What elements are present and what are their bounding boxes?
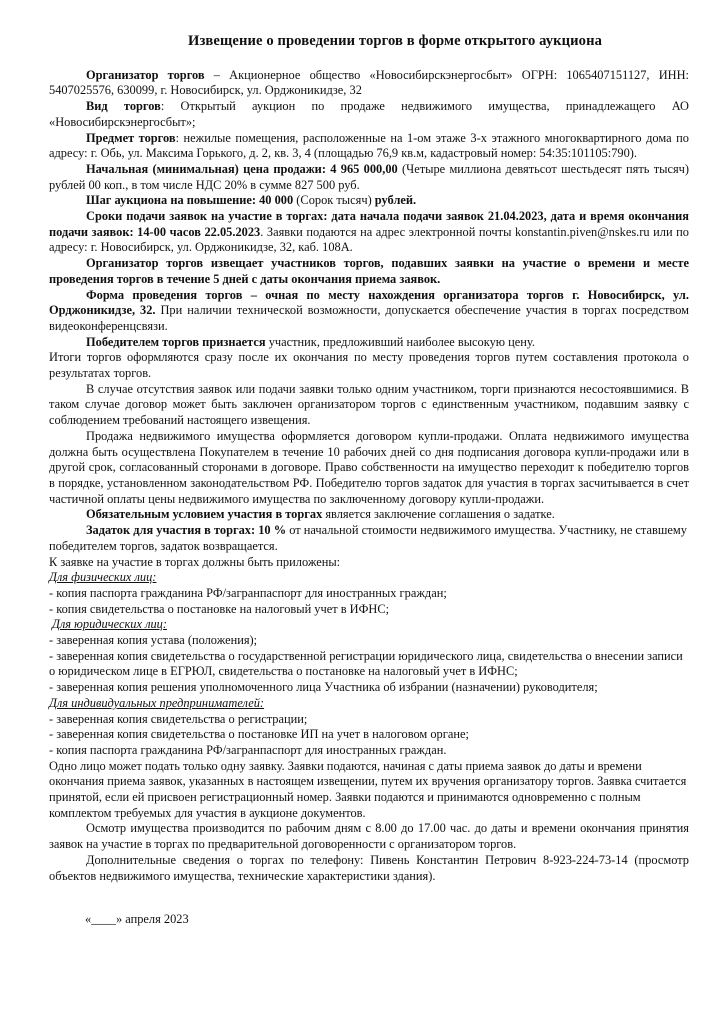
deadlines-text: . Заявки подаются на адрес электронной почты konstantin.piven@nskes.ru или по адресу: г. Новосибирск, ул. Орджоникидзе, 32, каб. 108А.	[49, 224, 689, 255]
step-label: Шаг аукциона на повышение: 40 000	[86, 193, 294, 208]
winner-label: Победителем торгов признается	[86, 334, 266, 349]
individuals-heading: Для физических лиц:	[49, 570, 157, 585]
list-item: - заверенная копия устава (положения);	[49, 633, 258, 648]
one-application-paragraph: Одно лицо может подать только одну заявку. Заявки подаются, начиная с даты приема заявок до даты и времени окончания приема заявок, указанных в настоящем извещении, путем их вручения организатору торгов. Заявка считается принятой, если ей присвоен регистрационный номер. Заявки подаются и принимаются одновременно с полным комплектом требуемых для участия в аукционе документов.	[49, 758, 687, 820]
winner-text: участник, предложивший наиболее высокую цену.	[265, 334, 535, 349]
price-text: (Четыре миллиона девятьсот шестьдесят пять тысяч) рублей 00 коп., в том числе НДС 20% в сумме 827 500 руб.	[49, 161, 690, 192]
price-label: Начальная (минимальная) цена продажи: 4 965 000,00	[86, 161, 398, 176]
document-date: «____» апреля 2023	[85, 912, 189, 927]
document-title: Извещение о проведении торгов в форме открытого аукциона	[188, 33, 602, 49]
deposit-percent: 10 %	[255, 523, 287, 538]
failed-paragraph: В случае отсутствия заявок или подачи заявки только одним участником, торги признаются несостоявшимися. В таком случае договор может быть заключен организатором торгов с единственным участником, подавшим заявку с соблюдением требований настоящего извещения.	[49, 381, 689, 428]
notice-document	[49, 34, 689, 928]
subject-text: : нежилые помещения, расположенные на 1-ом этаже 3-х этажного многоквартирного дома по адресу: г. Обь, ул. Максима Горького, д. 2, кв. 3, 4 (площадью 76,9 кв.м, кадастровый номер: 54:35:101105:790).	[49, 130, 689, 161]
spacer	[49, 884, 689, 898]
form-text: При наличии технической возможности, допускается обеспечение участия в торгах посредством видеоконференцсвязи.	[49, 303, 689, 333]
entrepreneurs-heading: Для индивидуальных предпринимателей:	[49, 695, 265, 710]
price-paragraph	[49, 162, 689, 193]
auction-type-text: : Открытый аукцион по продаже недвижимого имущества, принадлежащего АО «Новосибирскэнергосбыт»;	[49, 99, 689, 129]
list-item: - заверенная копия свидетельства о постановке ИП на учет в налоговом органе;	[49, 727, 469, 742]
auction-type-label: Вид торгов	[86, 99, 161, 114]
deposit-paragraph	[49, 523, 689, 554]
deposit-label: Задаток для участия в торгах:	[86, 523, 256, 538]
list-item: - заверенная копия решения уполномоченного лица Участника об избрании (назначении) руководителя;	[49, 680, 598, 695]
auction-type-paragraph	[49, 99, 689, 130]
results-paragraph: Итоги торгов оформляются сразу после их окончания по месту проведения торгов путем составления протокола о результатах торгов.	[49, 350, 689, 381]
inspection-paragraph: Осмотр имущества производится по рабочим дням с 8.00 до 17.00 час. до даты и времени окончания принятия заявок на участие в торгах по предварительной договоренности с организатором торгов.	[49, 821, 689, 852]
condition-text: является заключение соглашения о задатке.	[322, 507, 555, 522]
deadlines-label: Сроки подачи заявок на участие в торгах: дата начала подачи заявок 21.04.2023, дата и время окончания подачи заявок: 14-00 часов 22.05.2023	[49, 209, 689, 239]
organizer-label: Организатор торгов	[86, 67, 205, 82]
deadlines-paragraph	[49, 209, 689, 256]
sale-paragraph: Продажа недвижимого имущества оформляется договором купли-продажи. Оплата недвижимого имущества должна быть осуществлена Покупателем в течение 10 рабочих дней со дня подписания договора купли-продажи или в другой срок, согласованный сторонами в договоре. Право собственности на имущество переходит к победителю торгов в порядке, установленном законодательством РФ. Победителю торгов задаток для участия в торгах засчитывается в счет частичной оплаты цены недвижимого имущества по заключенному договору купли-продажи.	[49, 428, 689, 506]
deposit-text: от начальной стоимости недвижимого имущества. Участнику, не ставшему победителем торгов, задаток возвращается.	[49, 523, 687, 553]
form-label: Форма проведения торгов – очная по месту нахождения организатора торгов г. Новосибирск, ул. Орджоникидзе, 32.	[49, 287, 689, 318]
list-item: - копия паспорта гражданина РФ/загранпаспорт для иностранных граждан;	[49, 585, 447, 600]
step-paragraph	[49, 193, 689, 209]
condition-paragraph	[49, 507, 689, 523]
subject-label: Предмет торгов	[86, 130, 176, 145]
list-item: - копия свидетельства о постановке на налоговый учет в ИФНС;	[49, 601, 390, 616]
step-text: (Сорок тысяч)	[293, 193, 375, 208]
form-paragraph	[49, 288, 689, 335]
legal-entities-heading: Для юридических лиц:	[52, 617, 167, 632]
list-item: - заверенная копия свидетельства о регистрации;	[49, 711, 308, 726]
notice-paragraph	[49, 256, 689, 287]
notice-text: Организатор торгов извещает участников торгов, подавших заявки на участие о времени и месте проведения торгов в течение 5 дней с даты окончания приема заявок.	[49, 256, 689, 286]
condition-label: Обязательным условием участия в торгах	[86, 507, 323, 522]
subject-paragraph	[49, 131, 689, 162]
list-item: - заверенная копия свидетельства о государственной регистрации юридического лица, свидетельства о внесении записи о юридическом лице в ЕГРЮЛ, свидетельства о постановке на налоговый учет в ИФНС;	[49, 648, 683, 679]
contacts-paragraph: Дополнительные сведения о торгах по телефону: Пивень Константин Петрович 8-923-224-73-14 (просмотр объектов недвижимого имущества, технические характеристики здания).	[49, 852, 689, 883]
list-item: - копия паспорта гражданина РФ/загранпаспорт для иностранных граждан.	[49, 742, 447, 757]
attachments-intro: К заявке на участие в торгах должны быть приложены:	[49, 554, 341, 569]
organizer-paragraph	[49, 68, 689, 99]
organizer-text: – Акционерное общество «Новосибирскэнергосбыт» ОГРН: 1065407151127, ИНН: 5407025576, 630099, г. Новосибирск, ул. Орджоникидзе, 32	[49, 67, 689, 98]
winner-paragraph	[49, 335, 689, 351]
step-currency: рублей.	[374, 193, 417, 208]
